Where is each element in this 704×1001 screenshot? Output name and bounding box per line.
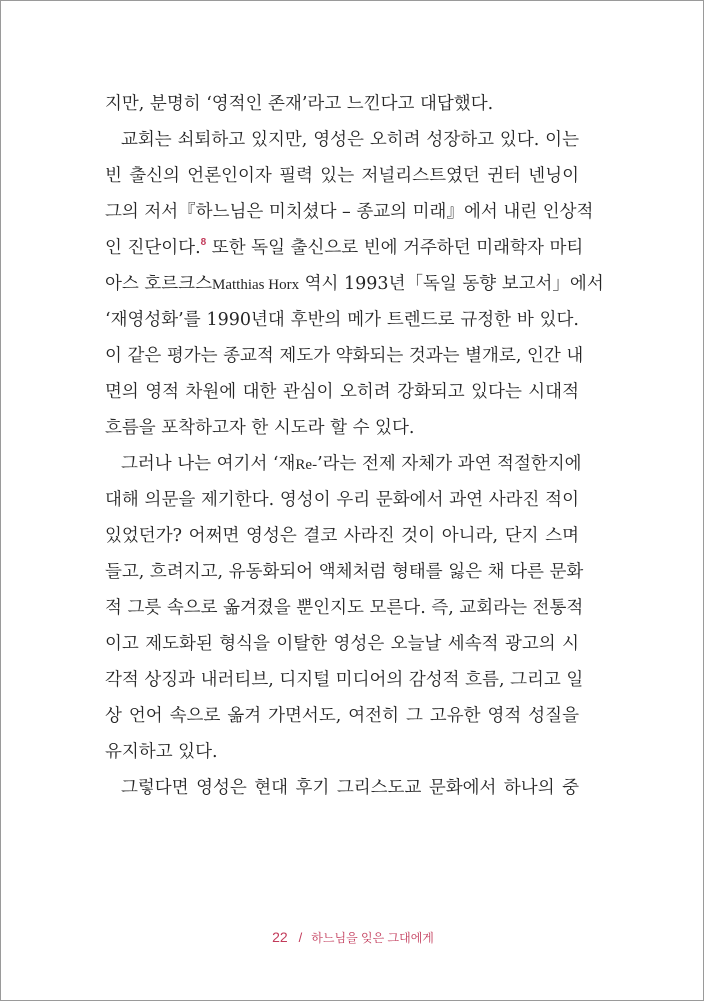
- text-line: ‘재영성화’를 1990년대 후반의 메가 트렌드로 규정한 바 있다.: [105, 310, 579, 330]
- page-footer: [1, 929, 704, 947]
- text-line: 흐름을 포착하고자 한 시도라 할 수 있다.: [105, 418, 415, 438]
- text-line: 유지하고 있다.: [105, 742, 218, 762]
- text-line: 빈 출신의 언론인이자 필력 있는 저널리스트였던 귄터 넨닝이: [105, 166, 579, 186]
- text-line: 이 같은 평가는 종교적 제도가 약화되는 것과는 별개로, 인간 내: [105, 346, 584, 366]
- text-line: 면의 영적 차원에 대한 관심이 오히려 강화되고 있다는 시대적: [105, 382, 579, 402]
- text-line: 교회는 쇠퇴하고 있지만, 영성은 오히려 성장하고 있다. 이는: [121, 130, 579, 150]
- text-line: 상 언어 속으로 옮겨 가면서도, 여전히 그 고유한 영적 성질을: [105, 706, 579, 726]
- text-line: 그렇다면 영성은 현대 후기 그리스도교 문화에서 하나의 중: [121, 778, 579, 798]
- page-number: 22: [272, 929, 288, 945]
- text-line: 아스 호르크스Matthias Horx 역시 1993년「독일 동향 보고서」에서: [105, 274, 604, 294]
- text-line: 대해 의문을 제기한다. 영성이 우리 문화에서 과연 사라진 적이: [105, 490, 579, 510]
- foreign-term: Re-: [295, 457, 318, 473]
- text-line: 그러나 나는 여기서 ‘재Re-’라는 전제 자체가 과연 적절한지에: [121, 454, 582, 474]
- book-title: 하느님을 잊은 그대에게: [311, 931, 434, 945]
- footnote-marker: 8: [200, 237, 207, 248]
- text-line: 적 그릇 속으로 옮겨졌을 뿐인지도 모른다. 즉, 교회라는 전통적: [105, 598, 584, 618]
- text-line: 각적 상징과 내러티브, 디지털 미디어의 감성적 흐름, 그리고 일: [105, 670, 584, 690]
- text-line: 지만, 분명히 ‘영적인 존재’라고 느낀다고 대답했다.: [105, 94, 494, 114]
- text-line: 있었던가? 어쩌면 영성은 결코 사라진 것이 아니라, 단지 스며: [105, 526, 579, 546]
- text-line: 이고 제도화된 형식을 이탈한 영성은 오늘날 세속적 광고의 시: [105, 634, 579, 654]
- foreign-term: Matthias Horx: [212, 277, 300, 293]
- text-line: 인 진단이다.$^8$ 또한 독일 출신으로 빈에 거주하던 미래학자 마티: [105, 237, 584, 258]
- text-line: 그의 저서『하느님은 미치셨다 – 종교의 미래』에서 내린 인상적: [105, 202, 594, 222]
- text-line: 들고, 흐려지고, 유동화되어 액체처럼 형태를 잃은 채 다른 문화: [105, 562, 584, 582]
- footer-separator: /: [298, 930, 303, 945]
